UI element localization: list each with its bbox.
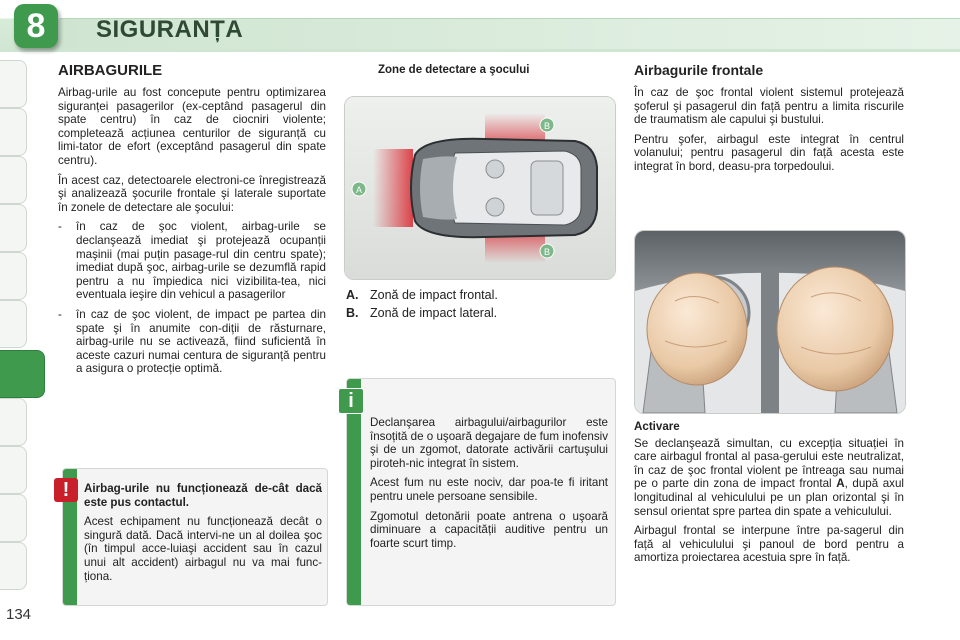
chapter-tab-5[interactable] [0,252,27,300]
right-column-text [634,86,904,180]
chapter-tab-9[interactable] [0,398,27,446]
chapter-badge: 8 [14,4,58,48]
activation-paragraph [634,437,904,519]
chapter-tab-10[interactable] [0,446,27,494]
chapter-tab-12[interactable] [0,542,27,590]
info-paragraph: Acest fum nu este nociv, dar poa-te fi iritant pentru unele persoane sensibile. [370,476,608,503]
activation-paragraph [634,524,904,565]
legend-text: Zonă de impact lateral. [370,306,498,320]
chapter-tab-4[interactable] [0,204,27,252]
info-content [370,416,608,556]
legend-item-a [346,288,606,302]
frontal-impact-zone [373,149,413,227]
frontal-airbags-figure [634,230,906,414]
legend-text: Zonă de impact frontal. [370,288,498,302]
left-column-text [58,86,326,382]
zone-marker-b-bottom: B [543,247,551,257]
info-icon: i [338,388,364,414]
figure-legend [346,288,606,320]
bullet-dash: - [58,307,62,321]
chapter-tab-2[interactable] [0,108,27,156]
info-paragraph: Zgomotul detonării poate antrena o uşoară diminuare a capacității auditive pentru un foarte scurt timp. [370,509,608,550]
zone-marker-a: A [355,185,363,195]
impact-zones-figure [344,96,616,280]
activation-title: Activare [634,420,680,433]
legend-key: A. [346,288,359,302]
figure-title: Zone de detectare a şocului [378,64,530,76]
intro-paragraph: Airbag-urile au fost concepute pentru optimizarea siguranței pasagerilor (ex-ceptând pasagerul din spate centru) în caz de ciocniri violente; completează acțiunea centurilor de siguranță cu limi-tator de efort (exceptând pasagerul din spate centru). [58,86,326,167]
warning-icon: ! [54,478,78,502]
frontal-paragraph: În caz de şoc frontal violent sistemul protejează şoferul şi pasagerul din față pentru a limita riscurile de traumatism ale capului şi bustului. [634,86,904,127]
warning-heading: Airbag-urile nu funcționează de-cât dacă este pus contactul. [84,482,322,509]
activation-text: Se declanşează simultan, cu excepția situației în care airbagul frontal al pasa-gerului este neutralizat, în caz de şoc frontal violent pe întreaga sau numai pe o parte din zona de impact frontal [634,436,904,491]
list-item [58,220,326,302]
section-title-frontal-airbags: Airbagurile frontale [634,62,764,78]
chapter-tab-11[interactable] [0,494,27,542]
frontal-paragraph: Pentru şofer, airbagul este integrat în centrul volanului; pentru pasagerul din față acesta este integrat în bord, deasu-pra torpedoului. [634,132,904,173]
legend-item-b [346,306,606,320]
warning-content [84,482,322,589]
activation-text: , după axul longitudinal al vehiculului pe un plan orizontal şi în sensul orientat spre partea din spate a vehiculului. [634,477,904,518]
legend-key: B. [346,306,359,320]
zone-marker-b-top: B [543,121,551,131]
page-title: SIGURANȚA [96,16,244,43]
chapter-tab-3[interactable] [0,156,27,204]
zone-reference: A [836,477,845,491]
chapter-tab-8-active[interactable] [0,350,45,398]
deployed-airbags-illustration [635,231,905,413]
bullet-text: în caz de şoc violent, de impact pe partea din spate şi în anumite con-diții de răsturnare, airbag-urile nu se activează, fiind suficientă în aceste cazuri numai centura de siguranță pentru a asigura o protecție optimă. [76,307,326,376]
activation-text: Airbagul frontal se interpune între pa-sagerul din față al vehiculului şi panoul de bord pentru a amortiza proiectarea acestuia spre în față. [634,524,904,565]
info-paragraph: Declanşarea airbagului/airbagurilor este însoțită de o uşoară degajare de fum inofensiv şi de un zgomot, datorate activării cartuşului piroteh-nic integrat în sistem. [370,416,608,470]
bullet-text: în caz de şoc violent, airbag-urile se declanşează imediat şi protejează ocupanții maşinii (mai puțin pasage-rul din centru spate); imediat după şoc, airbag-urile se dezumflă rapid pentru a nu împiedica nici vizibilita-tea, nici eventuala ieşire din vehicul a pasagerilor [76,220,326,302]
section-title-airbags: AIRBAGURILE [58,62,163,79]
list-item [58,308,326,376]
warning-text: Acest echipament nu funcționează decât o singură dată. Dacă intervi-ne un al doilea şoc (în timpul acce-luiaşi accident sau în cazul unui alt accident) airbagul nu va mai func-ționa. [84,515,322,583]
detectors-paragraph: În acest caz, detectoarele electroni-ce înregistrează şi analizează şocurile frontale şi laterale suportate în zonele de detectare ale şocului: [58,173,326,214]
page-number: 134 [6,606,32,623]
chapter-tab-1[interactable] [0,60,27,108]
bullet-dash: - [58,220,62,234]
car-top-view-illustration [345,97,615,279]
chapter-tab-6[interactable] [0,300,27,348]
activation-section [634,420,904,571]
